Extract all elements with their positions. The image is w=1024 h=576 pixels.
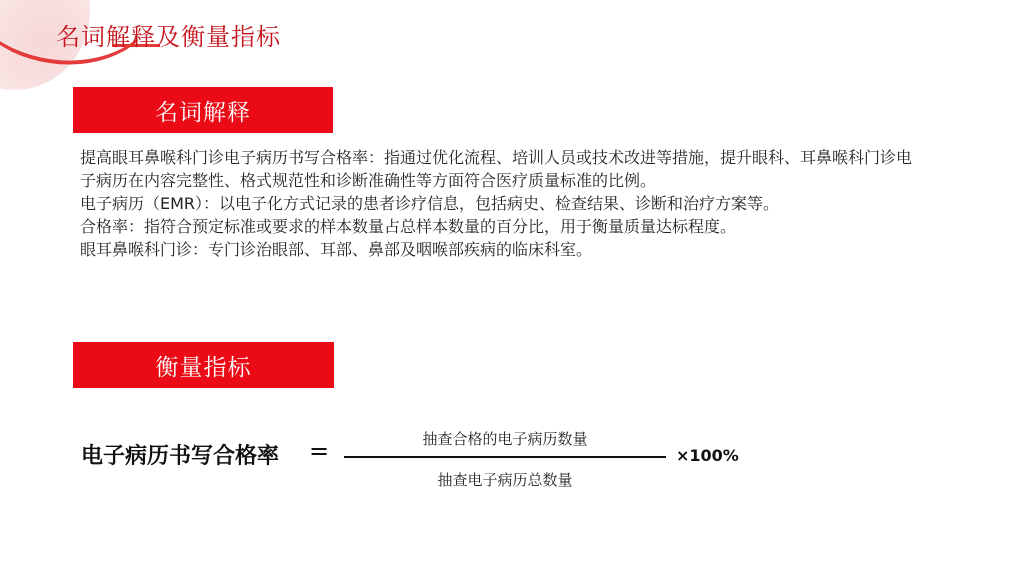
definition-item: 电子病历（EMR）：以电子化方式记录的患者诊疗信息，包括病史、检查结果、诊断和治疗方案等。 xyxy=(80,194,780,213)
formula-multiplier: ×100% xyxy=(676,446,739,465)
definitions-body xyxy=(80,146,920,261)
formula-equals: = xyxy=(309,437,330,465)
page-title: 名词解释及衡量指标 xyxy=(56,23,281,51)
formula-label: 电子病历书写合格率 xyxy=(80,444,279,469)
definitions-heading: 名词解释 xyxy=(73,87,333,133)
definition-item: 合格率：指符合预定标准或要求的样本数量占总样本数量的百分比，用于衡量质量达标程度。 xyxy=(80,217,737,236)
formula-numerator: 抽查合格的电子病历数量 xyxy=(422,430,588,448)
fraction-line xyxy=(344,456,666,458)
metrics-heading: 衡量指标 xyxy=(73,342,334,388)
definition-item: 提高眼耳鼻喉科门诊电子病历书写合格率：指通过优化流程、培训人员或技术改进等措施，提升眼科、耳鼻喉科门诊电子病历在内容完整性、格式规范性和诊断准确性等方面符合医疗质量标准的比例。 xyxy=(80,148,913,190)
definition-item: 眼耳鼻喉科门诊：专门诊治眼部、耳部、鼻部及咽喉部疾病的临床科室。 xyxy=(80,240,593,259)
formula-denominator: 抽查电子病历总数量 xyxy=(437,471,573,489)
